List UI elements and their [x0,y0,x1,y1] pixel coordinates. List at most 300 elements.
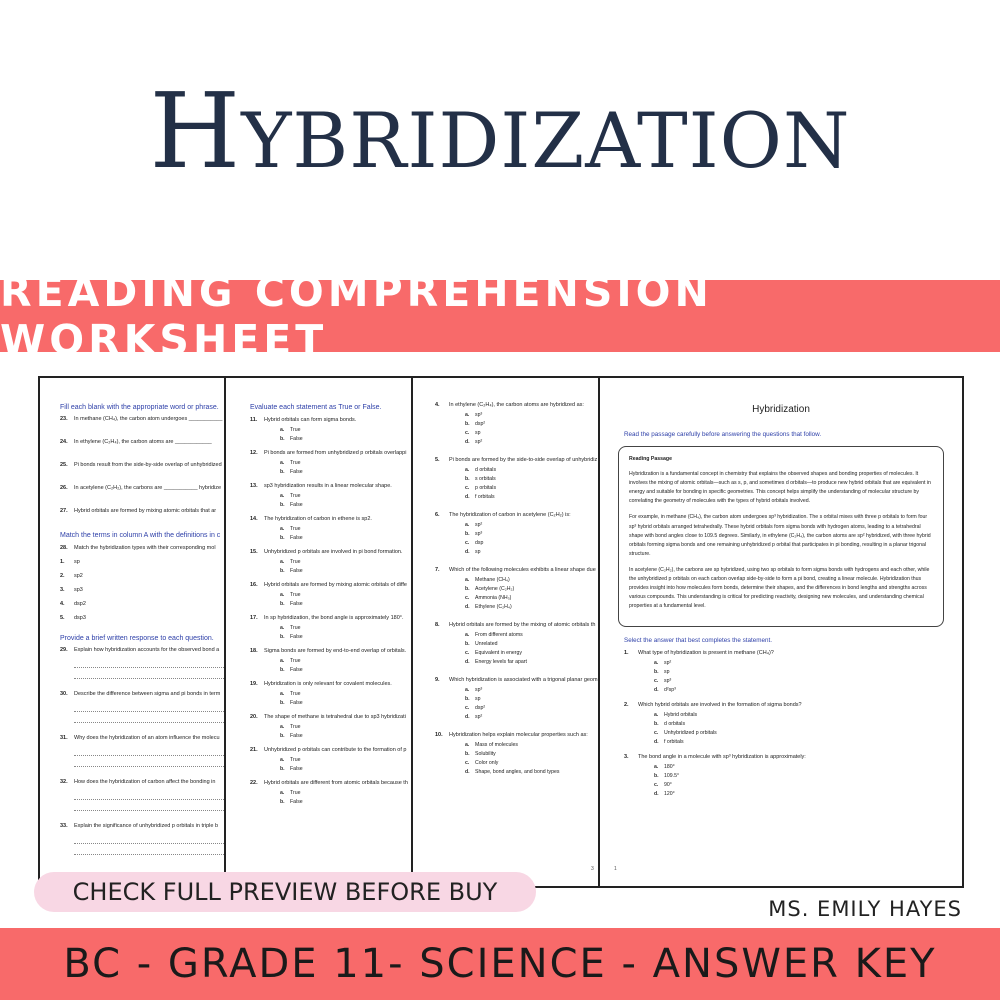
preview-badge[interactable]: CHECK FULL PREVIEW BEFORE BUY [34,872,536,912]
question-text: The hybridization of carbon in ethene is sp2. [264,516,372,522]
reading-instruction: Read the passage carefully before answering the questions that follow. [624,431,822,438]
question-number: 18. [250,648,258,654]
answer-option [435,742,623,748]
option-text: False [290,502,303,508]
question-item [250,417,436,423]
answer-option [435,641,623,647]
option-text: True [290,460,301,466]
option-text: Shape, bond angles, and bond types [475,769,560,775]
answer-option [435,439,623,445]
option-letter: c. [654,730,659,737]
question-item [60,545,250,551]
option-text: dsp [475,540,484,546]
answer-option [250,799,436,805]
question-text: Pi bonds result from the side-by-side overlap of unhybridized [74,462,222,468]
question-number: 29. [60,647,68,653]
option-text: sp² [664,660,672,667]
option-letter: d. [654,791,659,798]
option-text: Methane (CH₄) [475,577,510,583]
question-item [250,714,436,720]
option-text: True [290,592,301,598]
option-letter: c. [465,430,470,436]
question-number: 19. [250,681,258,687]
option-letter: d. [654,739,659,746]
option-letter: b. [465,421,470,427]
answer-option [250,427,436,433]
match-number: 1. [60,559,65,565]
question-text: Match the hybridization types with their corresponding mol [74,545,216,551]
answer-option [250,757,436,763]
option-letter: a. [465,742,470,748]
question-text: sp3 hybridization results in a linear molecular shape. [264,483,392,489]
answer-option [250,535,436,541]
question-number: 5. [435,457,440,463]
option-letter: a. [280,460,285,466]
option-letter: a. [280,427,285,433]
option-text: True [290,757,301,763]
question-item [60,439,250,445]
option-text: True [290,625,301,631]
answer-option [624,782,962,788]
answer-option [250,724,436,730]
answer-option [435,421,623,427]
option-text: d orbitals [664,721,686,728]
option-letter: b. [280,766,285,772]
option-letter: a. [465,577,470,583]
answer-option [435,577,623,583]
option-text: sp² [475,439,483,445]
answer-option [250,526,436,532]
question-item [250,516,436,522]
match-number: 3. [60,587,65,593]
answer-option [250,733,436,739]
question-text: Hybrid orbitals are formed by mixing atomic orbitals of diffe [264,582,407,588]
question-text: Hybrid orbitals are formed by mixing atomic orbitals that ar [74,508,217,514]
option-text: sp³ [475,531,483,537]
option-text: sp² [475,522,483,528]
answer-option [435,687,623,693]
question-text: In ethylene (C₂H₄), the carbon atoms are hybridized as: [449,402,584,408]
answer-option [624,712,962,718]
answer-option [250,592,436,598]
match-item [60,601,250,607]
answer-option [250,766,436,772]
answer-option [250,790,436,796]
option-text: Acetylene (C₂H₂) [475,586,515,592]
question-item [250,747,436,753]
author-name: MS. EMILY HAYES [768,897,962,921]
question-number: 12. [250,450,258,456]
question-item [60,735,250,741]
question-text: How does the hybridization of carbon affect the bonding in [74,779,216,785]
question-item [250,615,436,621]
option-text: Unhybridized p orbitals [664,730,717,737]
option-text: False [290,667,303,673]
option-text: Mass of molecules [475,742,518,748]
option-letter: c. [654,782,659,789]
question-text: Pi bonds are formed by the side-to-side overlap of unhybridiz [449,457,598,463]
answer-option [250,691,436,697]
option-letter: a. [280,691,285,697]
answer-option [624,678,962,684]
question-text: The shape of methane is tetrahedral due to sp3 hybridizati [264,714,406,720]
option-text: True [290,658,301,664]
title-rest: YBRIDIZATION [241,96,851,185]
answer-option [435,751,623,757]
match-term: dsp2 [74,601,86,607]
question-item [435,567,623,573]
option-letter: b. [654,773,659,780]
answer-option [250,667,436,673]
question-number: 15. [250,549,258,555]
answer-option [624,773,962,779]
reading-passage-box [618,446,944,627]
match-term: sp3 [74,587,83,593]
question-item [60,691,250,697]
answer-option [435,604,623,610]
question-item [60,779,250,785]
answer-option [624,721,962,727]
option-text: sp [475,549,481,555]
question-text: What type of hybridization is present in methane (CH₄)? [638,650,774,657]
answer-option [435,540,623,546]
answer-option [435,430,623,436]
answer-option [250,625,436,631]
option-text: sp³ [475,687,483,693]
question-number: 16. [250,582,258,588]
option-letter: a. [280,493,285,499]
question-number: 30. [60,691,68,697]
option-letter: a. [280,658,285,664]
option-text: False [290,700,303,706]
question-item [250,582,436,588]
answer-option [435,650,623,656]
match-number: 4. [60,601,65,607]
answer-option [435,586,623,592]
answer-option [250,559,436,565]
question-number: 31. [60,735,68,741]
answer-option [624,660,962,666]
answer-option [250,634,436,640]
option-text: Hybrid orbitals [664,712,698,719]
question-item [435,402,623,408]
option-letter: b. [280,667,285,673]
option-text: True [290,427,301,433]
question-number: 1. [624,650,629,657]
option-letter: d. [465,659,470,665]
option-text: p orbitals [475,485,497,491]
question-item [250,450,436,456]
option-text: 180° [664,764,675,771]
worksheet-page-2 [224,376,436,888]
option-text: 120° [664,791,675,798]
question-number: 4. [435,402,440,408]
match-item [60,615,250,621]
question-text: In methane (CH₄), the carbon atom undergoes ___________ [74,416,223,422]
option-letter: a. [465,467,470,473]
option-text: False [290,634,303,640]
answer-option [435,467,623,473]
question-text: Hybridization helps explain molecular properties such as: [449,732,588,738]
option-letter: b. [465,476,470,482]
answer-option [250,460,436,466]
option-text: From different atoms [475,632,523,638]
question-item [624,650,962,656]
option-letter: b. [465,696,470,702]
question-number: 22. [250,780,258,786]
option-text: True [290,724,301,730]
answer-option [624,764,962,770]
option-text: 109.5° [664,773,680,780]
passage-page-title: Hybridization [752,404,810,415]
option-letter: b. [280,436,285,442]
option-text: sp² [475,714,483,720]
option-letter: b. [654,721,659,728]
match-item [60,573,250,579]
option-text: True [290,493,301,499]
question-item [60,485,250,491]
option-letter: a. [280,724,285,730]
option-text: sp [475,696,481,702]
option-letter: a. [280,757,285,763]
question-text: In ethylene (C₂H₄), the carbon atoms are ____________ [74,439,212,445]
option-letter: d. [465,604,470,610]
question-item [624,702,962,708]
question-text: Describe the difference between sigma and pi bonds in term [74,691,221,697]
option-text: False [290,535,303,541]
question-number: 17. [250,615,258,621]
answer-option [435,769,623,775]
question-number: 33. [60,823,68,829]
answer-option [624,739,962,745]
option-text: sp³ [475,412,483,418]
answer-option [624,730,962,736]
section-header: Fill each blank with the appropriate word or phrase. [60,404,219,411]
option-letter: d. [465,439,470,445]
answer-option [435,714,623,720]
question-item [250,648,436,654]
question-item [435,512,623,518]
answer-option [435,549,623,555]
answer-option [435,659,623,665]
option-text: dsp² [475,421,486,427]
option-text: False [290,766,303,772]
question-item [250,549,436,555]
option-letter: b. [465,751,470,757]
answer-option [435,760,623,766]
question-text: Which hybridization is associated with a trigonal planar geom [449,677,598,683]
answer-option [250,493,436,499]
answer-option [250,568,436,574]
question-text: Which hybrid orbitals are involved in the formation of sigma bonds? [638,702,802,709]
option-letter: b. [280,799,285,805]
question-item [60,823,250,829]
option-letter: a. [280,625,285,631]
question-number: 20. [250,714,258,720]
option-letter: a. [654,764,659,771]
option-letter: d. [465,714,470,720]
product-title [0,70,1000,192]
question-item [250,780,436,786]
option-text: False [290,733,303,739]
option-text: True [290,559,301,565]
question-item [60,647,250,653]
option-letter: b. [465,531,470,537]
option-text: 90° [664,782,672,789]
option-letter: a. [654,660,659,667]
option-text: False [290,601,303,607]
title-initial: H [149,70,242,192]
option-text: Ammonia (NH₃) [475,595,512,601]
option-text: False [290,799,303,805]
mc-instruction: Select the answer that best completes the statement. [624,637,773,645]
option-text: True [290,790,301,796]
question-text: Pi bonds are formed from unhybridized p orbitals overlappi [264,450,407,456]
match-number: 5. [60,615,65,621]
option-letter: c. [465,540,470,546]
question-number: 10. [435,732,443,738]
option-letter: a. [465,522,470,528]
option-text: sp [475,430,481,436]
answer-option [250,601,436,607]
option-letter: c. [465,705,470,711]
section-header: Match the terms in column A with the definitions in c [60,532,221,539]
option-letter: b. [280,568,285,574]
option-text: sp [664,669,670,676]
option-text: Solubility [475,751,496,757]
question-text: The bond angle in a molecule with sp³ hybridization is approximately: [638,754,806,761]
match-term: sp2 [74,573,83,579]
option-text: False [290,469,303,475]
question-text: Hybrid orbitals are formed by the mixing of atomic orbitals th [449,622,596,628]
passage-paragraph: Hybridization is a fundamental concept in chemistry that explains the observed shapes and bonding properties of molecules. It involves the mixing of atomic orbitals—such as s, p, and sometimes d orbitals—to produce new hybrid orbitals that are equivalent in energy and suitable for bonding in specific geometries. This concept helps simplify the understanding of molecular structure by correlating the geometry of molecules with the types of hybrid orbitals involved. [629,471,931,505]
page-number: 1 [614,866,617,872]
match-term: sp [74,559,80,565]
option-text: Equivalent in energy [475,650,523,656]
question-item [435,677,623,683]
answer-option [435,494,623,500]
option-text: s orbitals [475,476,496,482]
question-text: Sigma bonds are formed by end-to-end overlap of orbitals. [264,648,407,654]
question-text: Unhybridized p orbitals can contribute to the formation of p [264,747,407,753]
question-number: 32. [60,779,68,785]
option-letter: b. [465,641,470,647]
option-letter: b. [280,601,285,607]
worksheet-page-1 [38,376,250,888]
question-number: 11. [250,417,258,423]
option-text: sp³ [664,678,672,685]
answer-option [624,669,962,675]
question-number: 8. [435,622,440,628]
option-text: Unrelated [475,641,498,647]
question-number: 7. [435,567,440,573]
question-item [624,754,962,760]
question-item [60,508,250,514]
option-letter: d. [465,549,470,555]
option-letter: a. [465,632,470,638]
answer-option [435,476,623,482]
option-letter: b. [280,535,285,541]
footer-banner: BC - GRADE 11- SCIENCE - ANSWER KEY [0,928,1000,1000]
option-text: True [290,691,301,697]
question-item [60,416,250,422]
answer-option [250,469,436,475]
question-number: 14. [250,516,258,522]
question-number: 21. [250,747,258,753]
question-text: Which of the following molecules exhibits a linear shape due [449,567,596,573]
question-text: In acetylene (C₂H₂), the carbons are ___________ hybridize [74,485,222,491]
option-text: Energy levels far apart [475,659,527,665]
passage-paragraph: In acetylene (C₂H₂), the carbons are sp hybridized, using two sp orbitals to form sigma bonds with hydrogens and each other, while the unhybridized p orbitals on each carbon overlap side-by-side to form a pi bond, creating a linear molecule. Hybridization thus provides insight into how molecules form bonds, determine their shapes, and the differences in bond lengths and strengths across various compounds. This understanding is critical for predicting reactivity, designing new molecules, and understanding chemical properties at a fundamental level. [629,566,930,610]
answer-option [624,687,962,693]
option-text: f orbitals [475,494,495,500]
question-number: 23. [60,416,68,422]
option-letter: a. [654,712,659,719]
option-text: False [290,568,303,574]
option-letter: d. [465,769,470,775]
option-letter: b. [280,469,285,475]
question-number: 28. [60,545,68,551]
answer-option [435,485,623,491]
passage-paragraph: For example, in methane (CH₄), the carbon atom undergoes sp³ hybridization. The s orbital mixes with three p orbitals to form four sp³ hybrid orbitals arranged tetrahedrally. These hybrid orbitals form sigma bonds with hydrogen atoms, leading to a tetrahedral shape with bond angles close to 109.5 degrees. Similarly, in ethylene (C₂H₄), the carbon atoms are sp² hybridized, with three hybrid orbitals forming sigma bonds and one remaining unhybridized p orbital that participates in pi bonding, resulting in a planar trigonal structure. [629,514,931,557]
page-number: 3 [591,866,594,872]
option-text: False [290,436,303,442]
question-text: In sp hybridization, the bond angle is approximately 180°. [264,615,404,621]
answer-option [435,595,623,601]
option-letter: b. [280,700,285,706]
answer-option [435,705,623,711]
answer-option [435,522,623,528]
question-text: Hybridization is only relevant for covalent molecules. [264,681,392,687]
option-text: Color only [475,760,499,766]
section-header: Evaluate each statement as True or False. [250,404,382,411]
answer-option [435,696,623,702]
option-letter: b. [280,502,285,508]
option-letter: d. [654,687,659,694]
option-letter: a. [280,790,285,796]
question-number: 27. [60,508,68,514]
option-letter: b. [465,586,470,592]
passage-label: Reading Passage [629,456,672,462]
question-text: Why does the hybridization of an atom influence the molecu [74,735,220,741]
option-letter: c. [465,650,470,656]
worksheet-page-3 [411,376,623,888]
worksheet-banner: READING COMPREHENSION WORKSHEET [0,280,1000,352]
section-header: Provide a brief written response to each question. [60,635,214,642]
answer-option [624,791,962,797]
answer-option [250,658,436,664]
question-item [250,681,436,687]
question-number: 2. [624,702,629,709]
answer-option [250,700,436,706]
option-letter: c. [654,678,659,685]
question-number: 26. [60,485,68,491]
question-number: 9. [435,677,440,683]
question-text: Explain the significance of unhybridized p orbitals in triple b [74,823,218,829]
question-number: 3. [624,754,629,761]
question-number: 24. [60,439,68,445]
question-item [435,622,623,628]
match-term: dsp3 [74,615,86,621]
question-text: Explain how hybridization accounts for the observed bond a [74,647,220,653]
option-letter: b. [280,634,285,640]
question-text: The hybridization of carbon in acetylene (C₂H₂) is: [449,512,571,518]
option-text: Ethylene (C₂H₄) [475,604,512,610]
option-letter: c. [465,760,470,766]
answer-option [435,531,623,537]
option-letter: a. [465,687,470,693]
option-letter: b. [280,733,285,739]
